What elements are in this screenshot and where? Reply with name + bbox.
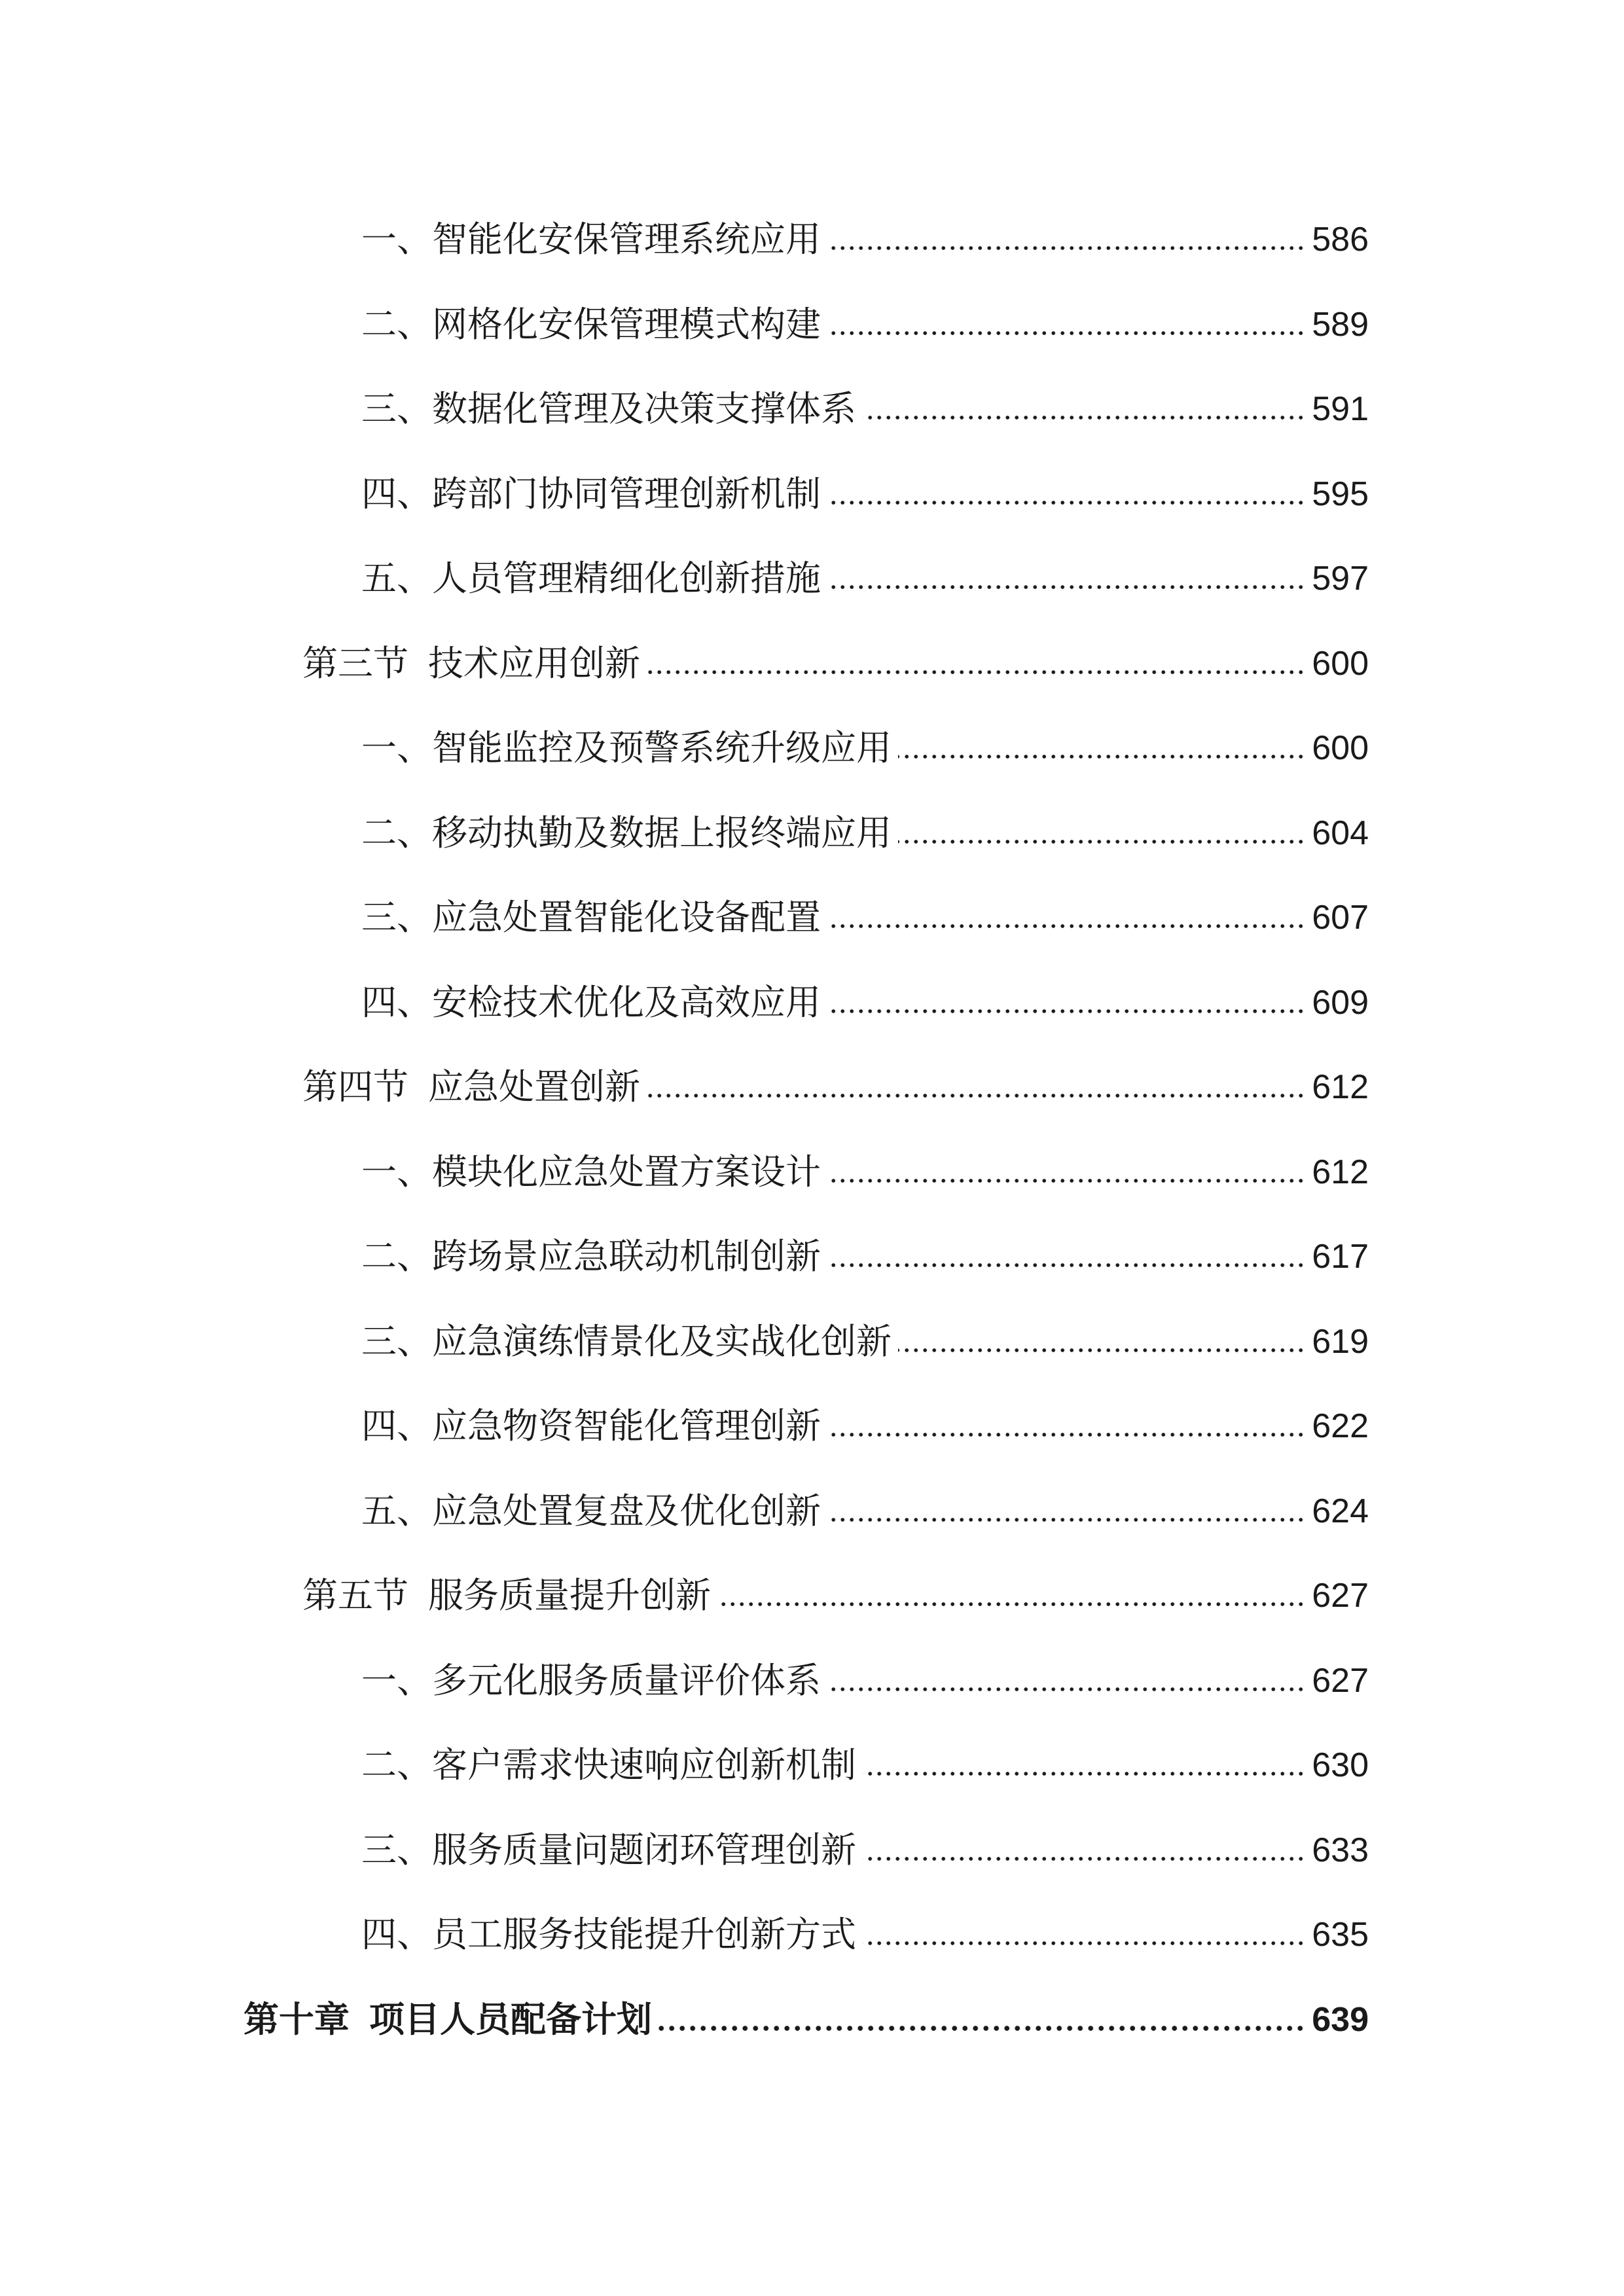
toc-section-title: 应急处置创新 (428, 1066, 640, 1107)
toc-entry[interactable] (361, 891, 1369, 944)
toc-entry-title (302, 1061, 640, 1113)
toc-entry-page: 609 (1312, 984, 1369, 1022)
toc-chapter-label: 第十章 (244, 1999, 350, 2040)
toc-entry[interactable] (361, 1739, 1369, 1791)
toc-entry-page: 604 (1312, 814, 1369, 852)
toc-entry-page: 633 (1312, 1831, 1369, 1869)
toc-entry-title (302, 1570, 711, 1622)
toc-entry-title: 四、员工服务技能提升创新方式 (361, 1914, 856, 1955)
toc-entry-title: 二、跨场景应急联动机制创新 (361, 1236, 821, 1277)
dot-leader (863, 1769, 1305, 1778)
dot-leader (659, 2024, 1305, 2033)
toc-entry[interactable] (361, 1316, 1369, 1368)
toc-section-title: 技术应用创新 (428, 643, 640, 684)
dot-leader (647, 668, 1305, 677)
toc-entry-page: 612 (1312, 1153, 1369, 1191)
dot-leader (827, 922, 1305, 931)
toc-entry[interactable] (361, 722, 1369, 774)
toc-entry[interactable] (361, 1824, 1369, 1876)
toc-entry[interactable] (361, 1909, 1369, 1961)
toc-entry[interactable] (361, 1655, 1369, 1707)
toc-entry-page: 630 (1312, 1746, 1369, 1784)
toc-entry[interactable] (361, 977, 1369, 1029)
toc-entry-title: 一、多元化服务质量评价体系 (361, 1660, 821, 1701)
toc-entry-page: 595 (1312, 475, 1369, 513)
toc-section-label: 第三节 (302, 643, 408, 684)
toc-entry[interactable] (361, 383, 1369, 435)
toc-entry[interactable] (361, 1400, 1369, 1452)
toc-entry-title: 一、智能监控及预警系统升级应用 (361, 727, 892, 768)
toc-entry-title: 一、智能化安保管理系统应用 (361, 219, 821, 260)
toc-entry-page: 600 (1312, 729, 1369, 767)
toc-entry[interactable] (361, 213, 1369, 266)
dot-leader (863, 1939, 1305, 1948)
dot-leader (827, 1261, 1305, 1270)
dot-leader (827, 583, 1305, 592)
toc-entry-page: 612 (1312, 1068, 1369, 1106)
toc-entry-title: 三、应急演练情景化及实战化创新 (361, 1321, 892, 1362)
toc-entry-title: 四、应急物资智能化管理创新 (361, 1405, 821, 1446)
dot-leader (898, 752, 1305, 761)
toc-entry-title: 三、应急处置智能化设备配置 (361, 897, 821, 938)
toc-entry-title: 一、模块化应急处置方案设计 (361, 1151, 821, 1193)
dot-leader (717, 1600, 1305, 1609)
dot-leader (863, 413, 1305, 422)
dot-leader (827, 1007, 1305, 1016)
toc-entry-title: 二、移动执勤及数据上报终端应用 (361, 812, 892, 853)
toc-entry-page: 627 (1312, 1577, 1369, 1615)
toc-entry-page: 589 (1312, 306, 1369, 344)
toc-section-title: 服务质量提升创新 (428, 1575, 711, 1616)
toc-entry-title: 四、跨部门协同管理创新机制 (361, 473, 821, 514)
dot-leader (827, 243, 1305, 253)
toc-entry-page: 627 (1312, 1662, 1369, 1700)
toc-section-entry[interactable] (302, 637, 1369, 690)
toc-section-entry[interactable] (302, 1061, 1369, 1113)
toc-entry-page: 591 (1312, 390, 1369, 428)
dot-leader (827, 498, 1305, 507)
dot-leader (863, 1854, 1305, 1863)
dot-leader (827, 329, 1305, 338)
dot-leader (827, 1685, 1305, 1694)
toc-entry-page: 617 (1312, 1238, 1369, 1276)
dot-leader (647, 1091, 1305, 1100)
toc-entry-page: 607 (1312, 899, 1369, 937)
toc-entry-title: 四、安检技术优化及高效应用 (361, 982, 821, 1023)
toc-chapter-title: 项目人员配备计划 (369, 1999, 652, 2040)
toc-entry[interactable] (361, 1230, 1369, 1283)
toc-entry-title: 二、客户需求快速响应创新机制 (361, 1744, 856, 1785)
toc-entry-title: 二、网格化安保管理模式构建 (361, 304, 821, 345)
toc-entry-title (302, 637, 640, 690)
toc-entry-title: 五、应急处置复盘及优化创新 (361, 1490, 821, 1532)
dot-leader (827, 1515, 1305, 1524)
toc-entry-page: 619 (1312, 1323, 1369, 1361)
toc-chapter-entry[interactable] (244, 1994, 1369, 2046)
dot-leader (827, 1176, 1305, 1185)
toc-entry[interactable] (361, 298, 1369, 351)
toc-entry-page: 622 (1312, 1407, 1369, 1445)
toc-entry[interactable] (361, 1485, 1369, 1537)
dot-leader (827, 1430, 1305, 1439)
toc-entry-page: 639 (1312, 2001, 1369, 2039)
toc-entry[interactable] (361, 468, 1369, 520)
toc-entry-title: 五、人员管理精细化创新措施 (361, 558, 821, 599)
toc-section-label: 第四节 (302, 1066, 408, 1107)
toc-entry-page: 635 (1312, 1916, 1369, 1954)
toc-entry-title (244, 1994, 652, 2046)
dot-leader (898, 837, 1305, 846)
toc-entry-title: 三、数据化管理及决策支撑体系 (361, 388, 856, 429)
dot-leader (898, 1346, 1305, 1355)
toc-section-label: 第五节 (302, 1575, 408, 1616)
toc-section-entry[interactable] (302, 1570, 1369, 1622)
toc-entry-title: 三、服务质量问题闭环管理创新 (361, 1829, 856, 1871)
toc-entry-page: 597 (1312, 560, 1369, 598)
toc-entry-page: 600 (1312, 645, 1369, 683)
toc-entry[interactable] (361, 1146, 1369, 1198)
toc-entry-page: 624 (1312, 1492, 1369, 1530)
toc-entry-page: 586 (1312, 221, 1369, 259)
toc-entry[interactable] (361, 552, 1369, 605)
toc-entry[interactable] (361, 807, 1369, 859)
